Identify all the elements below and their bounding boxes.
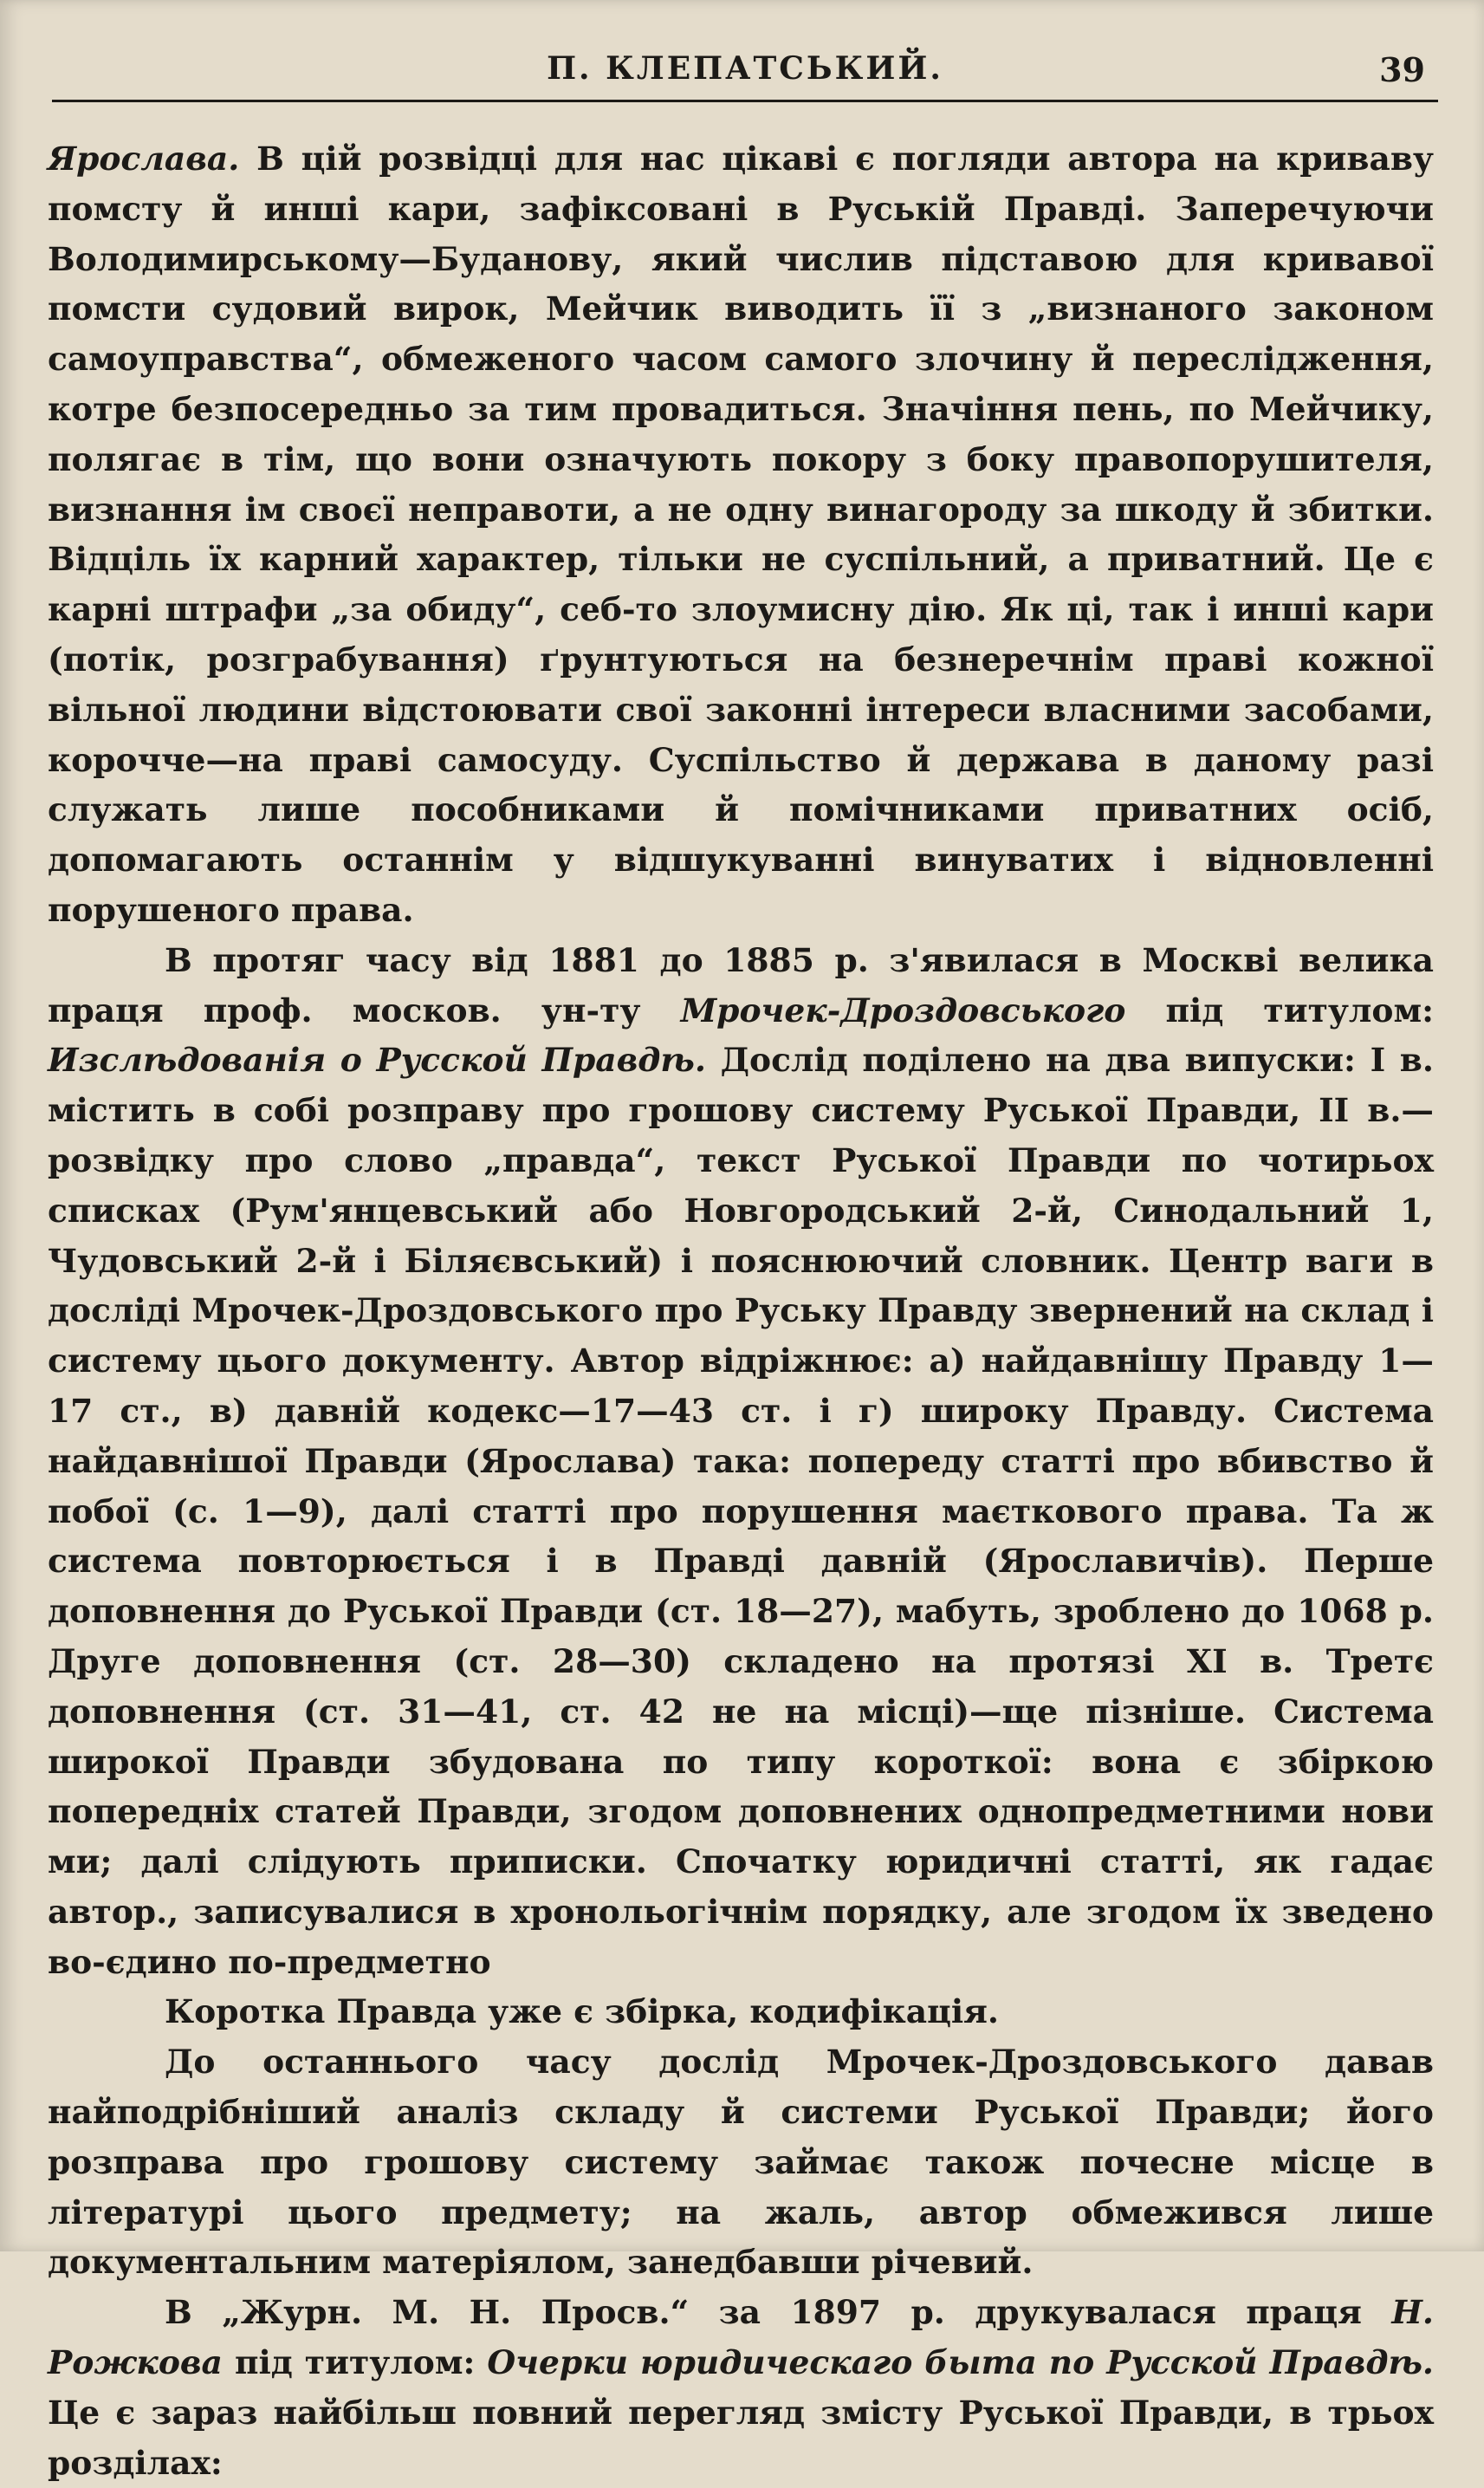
- text-segment: В протяг часу від 1881 до 1885 р. з'явилася в Москві велика праця проф. москов. ун-ту: [48, 940, 1434, 1030]
- text-segment: До останнього часу дослід Мрочек-Дроздовського давав найподрібніший аналіз складу й системи Руської Правди; його розправа про грошову систему займає також почесне місце в літературі цього предмету; на жаль, автор обмежився лише документальним матеріялом, занедбавши річевий.: [48, 2043, 1434, 2282]
- running-head: П. КЛЕПАТСЬКИЙ.: [547, 50, 943, 87]
- text-segment: під титулом:: [222, 2343, 488, 2382]
- body-text: [48, 134, 1434, 2488]
- text-segment: Дослід поділено на два випуски: І в. містить в собі розправу про грошову систему Руської Правди, II в.—розвідку про слово „правда“, текст Руської Правди по чотирьох списках (Рум'янцевський або Новгородський 2-й, Синодальний 1, Чудовський 2-й і Біляєвський) і пояснюючий словник. Центр ваги в досліді Мрочек-Дроздовського про Руську Правду звернений на склад і систему цього документу. Автор відріжнює: а) найдавнішу Правду 1—17 ст., в) давній кодекс—17—43 ст. і г) широку Правду. Система найдавнішої Правди (Ярослава) така: попереду статті про вбивство й побої (с. 1—9), далі статті про порушення маєткового права. Та ж система повторюється і в Правді давній (Ярославичів). Перше доповнення до Руської Правди (ст. 18—27), мабуть, зроблено до 1068 р. Друге доповнення (ст. 28—30) складено на протязі XI в. Третє доповнення (ст. 31—41, ст. 42 не на місці)—ще пізніше. Система широкої Правди збудована по типу короткої: вона є збіркою попередніх статей Правди, згодом доповнених однопредметними нови ми; далі слідують приписки. Спочатку юридичні статті, як гадає автор., записувалися в хронольогічнім порядку, але згодом їх зведено во-єдино по-предметно: [48, 1041, 1434, 1981]
- text-segment: Коротка Правда уже є збірка, кодифікація.: [165, 1992, 999, 2031]
- paragraph: [48, 936, 1434, 1988]
- paragraph: [48, 1987, 1434, 2037]
- italic-text-segment: Изслѣдованія о Русской Правдѣ.: [48, 1041, 706, 1080]
- paragraph: [48, 2037, 1434, 2288]
- paragraph: [48, 2288, 1434, 2488]
- text-segment: В „Журн. М. Н. Просв.“ за 1897 р. друкувалася праця: [165, 2293, 1392, 2332]
- paragraph: [48, 134, 1434, 936]
- italic-text-segment: Очерки юридическаго быта по Русской Правдѣ.: [487, 2343, 1434, 2382]
- italic-text-segment: Мрочек-Дроздовського: [680, 991, 1126, 1030]
- text-segment: Це є зараз найбільш повний перегляд змісту Руської Правди, в трьох розділах:: [48, 2393, 1434, 2482]
- text-segment: під титулом:: [1125, 991, 1435, 1030]
- page-header: [52, 43, 1438, 113]
- page-number: 39: [1379, 50, 1425, 89]
- text-segment: В цій розвідці для нас цікаві є погляди автора на криваву помсту й инші кари, зафіксовані в Руській Правді. Заперечуючи Володимирському—Буданову, який числив підставою для кривавої помсти судовий вирок, Мейчик виводить її з „визнаного законом самоуправства“, обмеженого часом самого злочину й переслідження, котре безпосередньо за тим провадиться. Значіння пень, по Мейчику, полягає в тім, що вони означують покору з боку правопорушителя, визнання ім своєї неправоти, а не одну винагороду за шкоду й збитки. Відціль їх карний характер, тільки не суспільний, а приватний. Це є карні штрафи „за обиду“, себ-то злоумисну дію. Як ці, так і инші кари (потік, розграбування) ґрунтуються на безнеречнім праві кожної вільної людини відстоювати свої законні інтереси власними засобами, корочче—на праві самосуду. Суспільство й держава в даному разі служать лише пособниками й помічниками приватних осіб, допомагають останнім у відшукуванні винуватих і відновленні порушеного права.: [48, 140, 1434, 929]
- italic-text-segment: Ярослава.: [48, 140, 240, 178]
- header-rule: [52, 100, 1438, 102]
- italic-text-segment: Н. Рожкова: [48, 2293, 1434, 2382]
